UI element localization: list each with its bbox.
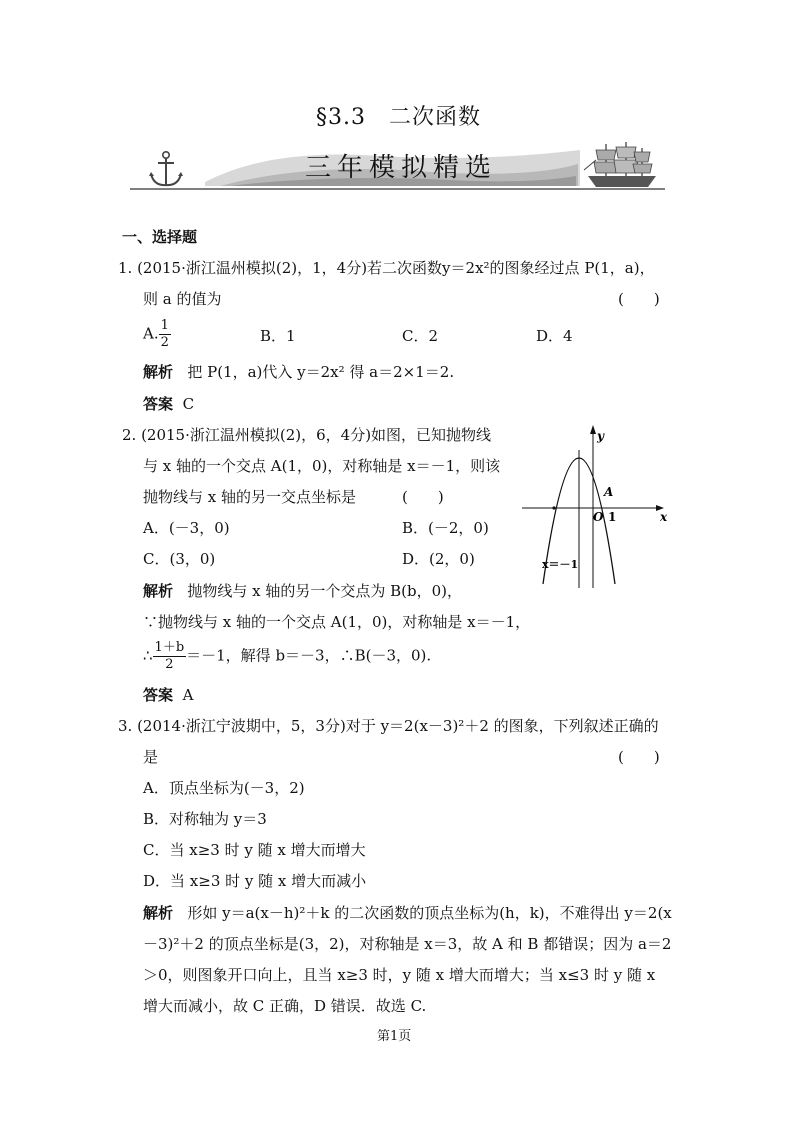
- point-a-label: A: [604, 485, 614, 499]
- anchor-icon: [146, 150, 186, 190]
- q2-option-a: A．(－3，0): [143, 519, 230, 537]
- q3-stem-line1: 3. (2014·浙江宁波期中，5，3分)对于 y＝2(x－3)²＋2 的图象，下列叙述正确的: [118, 717, 659, 735]
- origin-label: O: [593, 510, 604, 524]
- q2-solution-line3: [143, 640, 431, 673]
- q2-solution-denominator: 2: [165, 657, 174, 672]
- q3-option-a: A．顶点坐标为(－3，2): [143, 779, 305, 797]
- q3-solution-text1: 形如 y＝a(x－h)²＋k 的二次函数的顶点坐标为(h，k)，不难得出 y＝2(x: [187, 904, 672, 922]
- q2-solution-numerator: 1＋b: [154, 640, 185, 655]
- q3-stem-line2: 是: [143, 748, 159, 766]
- page-title: §3.3 二次函数: [316, 105, 481, 130]
- q1-option-a-fraction: [159, 318, 171, 351]
- y-axis-label: y: [597, 429, 604, 443]
- symmetry-axis-label: x＝－1: [542, 558, 579, 571]
- q2-option-d: D．(2，0): [402, 550, 475, 568]
- q1-option-a-denominator: 2: [160, 335, 169, 350]
- q2-option-c: C．(3，0): [143, 550, 216, 568]
- q1-answer: [143, 394, 194, 414]
- q2-option-b: B．(－2，0): [402, 519, 489, 537]
- q2-stem-line1: 2. (2015·浙江温州模拟(2)，6，4分)如图，已知抛物线: [122, 426, 492, 444]
- page-number: 第1页: [377, 1029, 412, 1044]
- q1-solution-label: 解析: [143, 363, 174, 381]
- q1-answer-paren: ( ): [618, 290, 660, 308]
- y-axis-arrow-icon: [590, 425, 596, 434]
- q3-solution-line2: －3)²＋2 的顶点坐标是(3，2)，对称轴是 x＝3，故 A 和 B 都错误；因为 a＝2: [143, 935, 672, 953]
- banner-title: 三年模拟精选: [305, 153, 498, 183]
- q2-answer-paren: ( ): [402, 488, 444, 506]
- q2-solution-label: 解析: [143, 582, 174, 600]
- q2-solution-therefore: ∴: [143, 646, 153, 665]
- q1-option-b: B．1: [260, 327, 296, 345]
- tick-one-label: 1: [608, 510, 617, 524]
- q3-option-d: D．当 x≥3 时 y 随 x 增大而减小: [143, 872, 367, 890]
- q3-answer-paren: ( ): [618, 748, 660, 766]
- q1-solution: [143, 362, 454, 382]
- q3-solution-line1: [143, 903, 672, 923]
- q1-solution-text: 把 P(1，a)代入 y＝2x² 得 a＝2×1＝2.: [187, 363, 455, 381]
- q3-solution-line4: 增大而减小，故 C 正确，D 错误．故选 C.: [143, 997, 427, 1015]
- q1-option-a-numerator: 1: [160, 318, 169, 333]
- q2-stem-line2: 与 x 轴的一个交点 A(1，0)，对称轴是 x＝－1，则该: [143, 457, 501, 475]
- q2-solution-line2: ∵抛物线与 x 轴的一个交点 A(1，0)，对称轴是 x＝－1，: [143, 613, 531, 631]
- q3-option-c: C．当 x≥3 时 y 随 x 增大而增大: [143, 841, 366, 859]
- q3-solution-label: 解析: [143, 904, 174, 922]
- q2-answer: [143, 685, 193, 705]
- q1-stem-line1: 1. (2015·浙江温州模拟(2)，1，4分)若二次函数y＝2x²的图象经过点 P(1，a)，: [118, 259, 655, 277]
- q1-option-a-label: A.: [143, 324, 159, 343]
- q2-solution-fraction: [153, 640, 187, 673]
- section-heading: 一、选择题: [122, 228, 198, 246]
- q1-answer-label: 答案: [143, 395, 174, 413]
- q2-solution-line1: [143, 581, 462, 601]
- q2-solution-text1: 抛物线与 x 轴的另一个交点为 B(b，0)，: [187, 582, 462, 600]
- q3-option-b: B．对称轴为 y＝3: [143, 810, 267, 828]
- q1-answer-value: C: [182, 395, 195, 413]
- q1-option-d: D．4: [536, 327, 573, 345]
- q1-option-c: C．2: [402, 327, 439, 345]
- q3-solution-line3: ＞0，则图象开口向上，且当 x≥3 时，y 随 x 增大而增大；当 x≤3 时 y 随 x: [143, 966, 656, 984]
- x-axis-label: x: [660, 510, 668, 524]
- q2-solution-text3: ＝－1，解得 b＝－3，∴B(－3，0).: [186, 646, 432, 665]
- ship-icon: [582, 140, 662, 192]
- q1-stem-line2: 则 a 的值为: [143, 290, 222, 308]
- q1-option-a: [143, 318, 171, 351]
- q2-answer-label: 答案: [143, 686, 174, 704]
- q2-answer-value: A: [182, 686, 194, 704]
- q2-stem-line3: 抛物线与 x 轴的另一交点坐标是: [143, 488, 356, 506]
- q2-parabola-figure: [518, 422, 678, 590]
- point-b: [552, 506, 555, 509]
